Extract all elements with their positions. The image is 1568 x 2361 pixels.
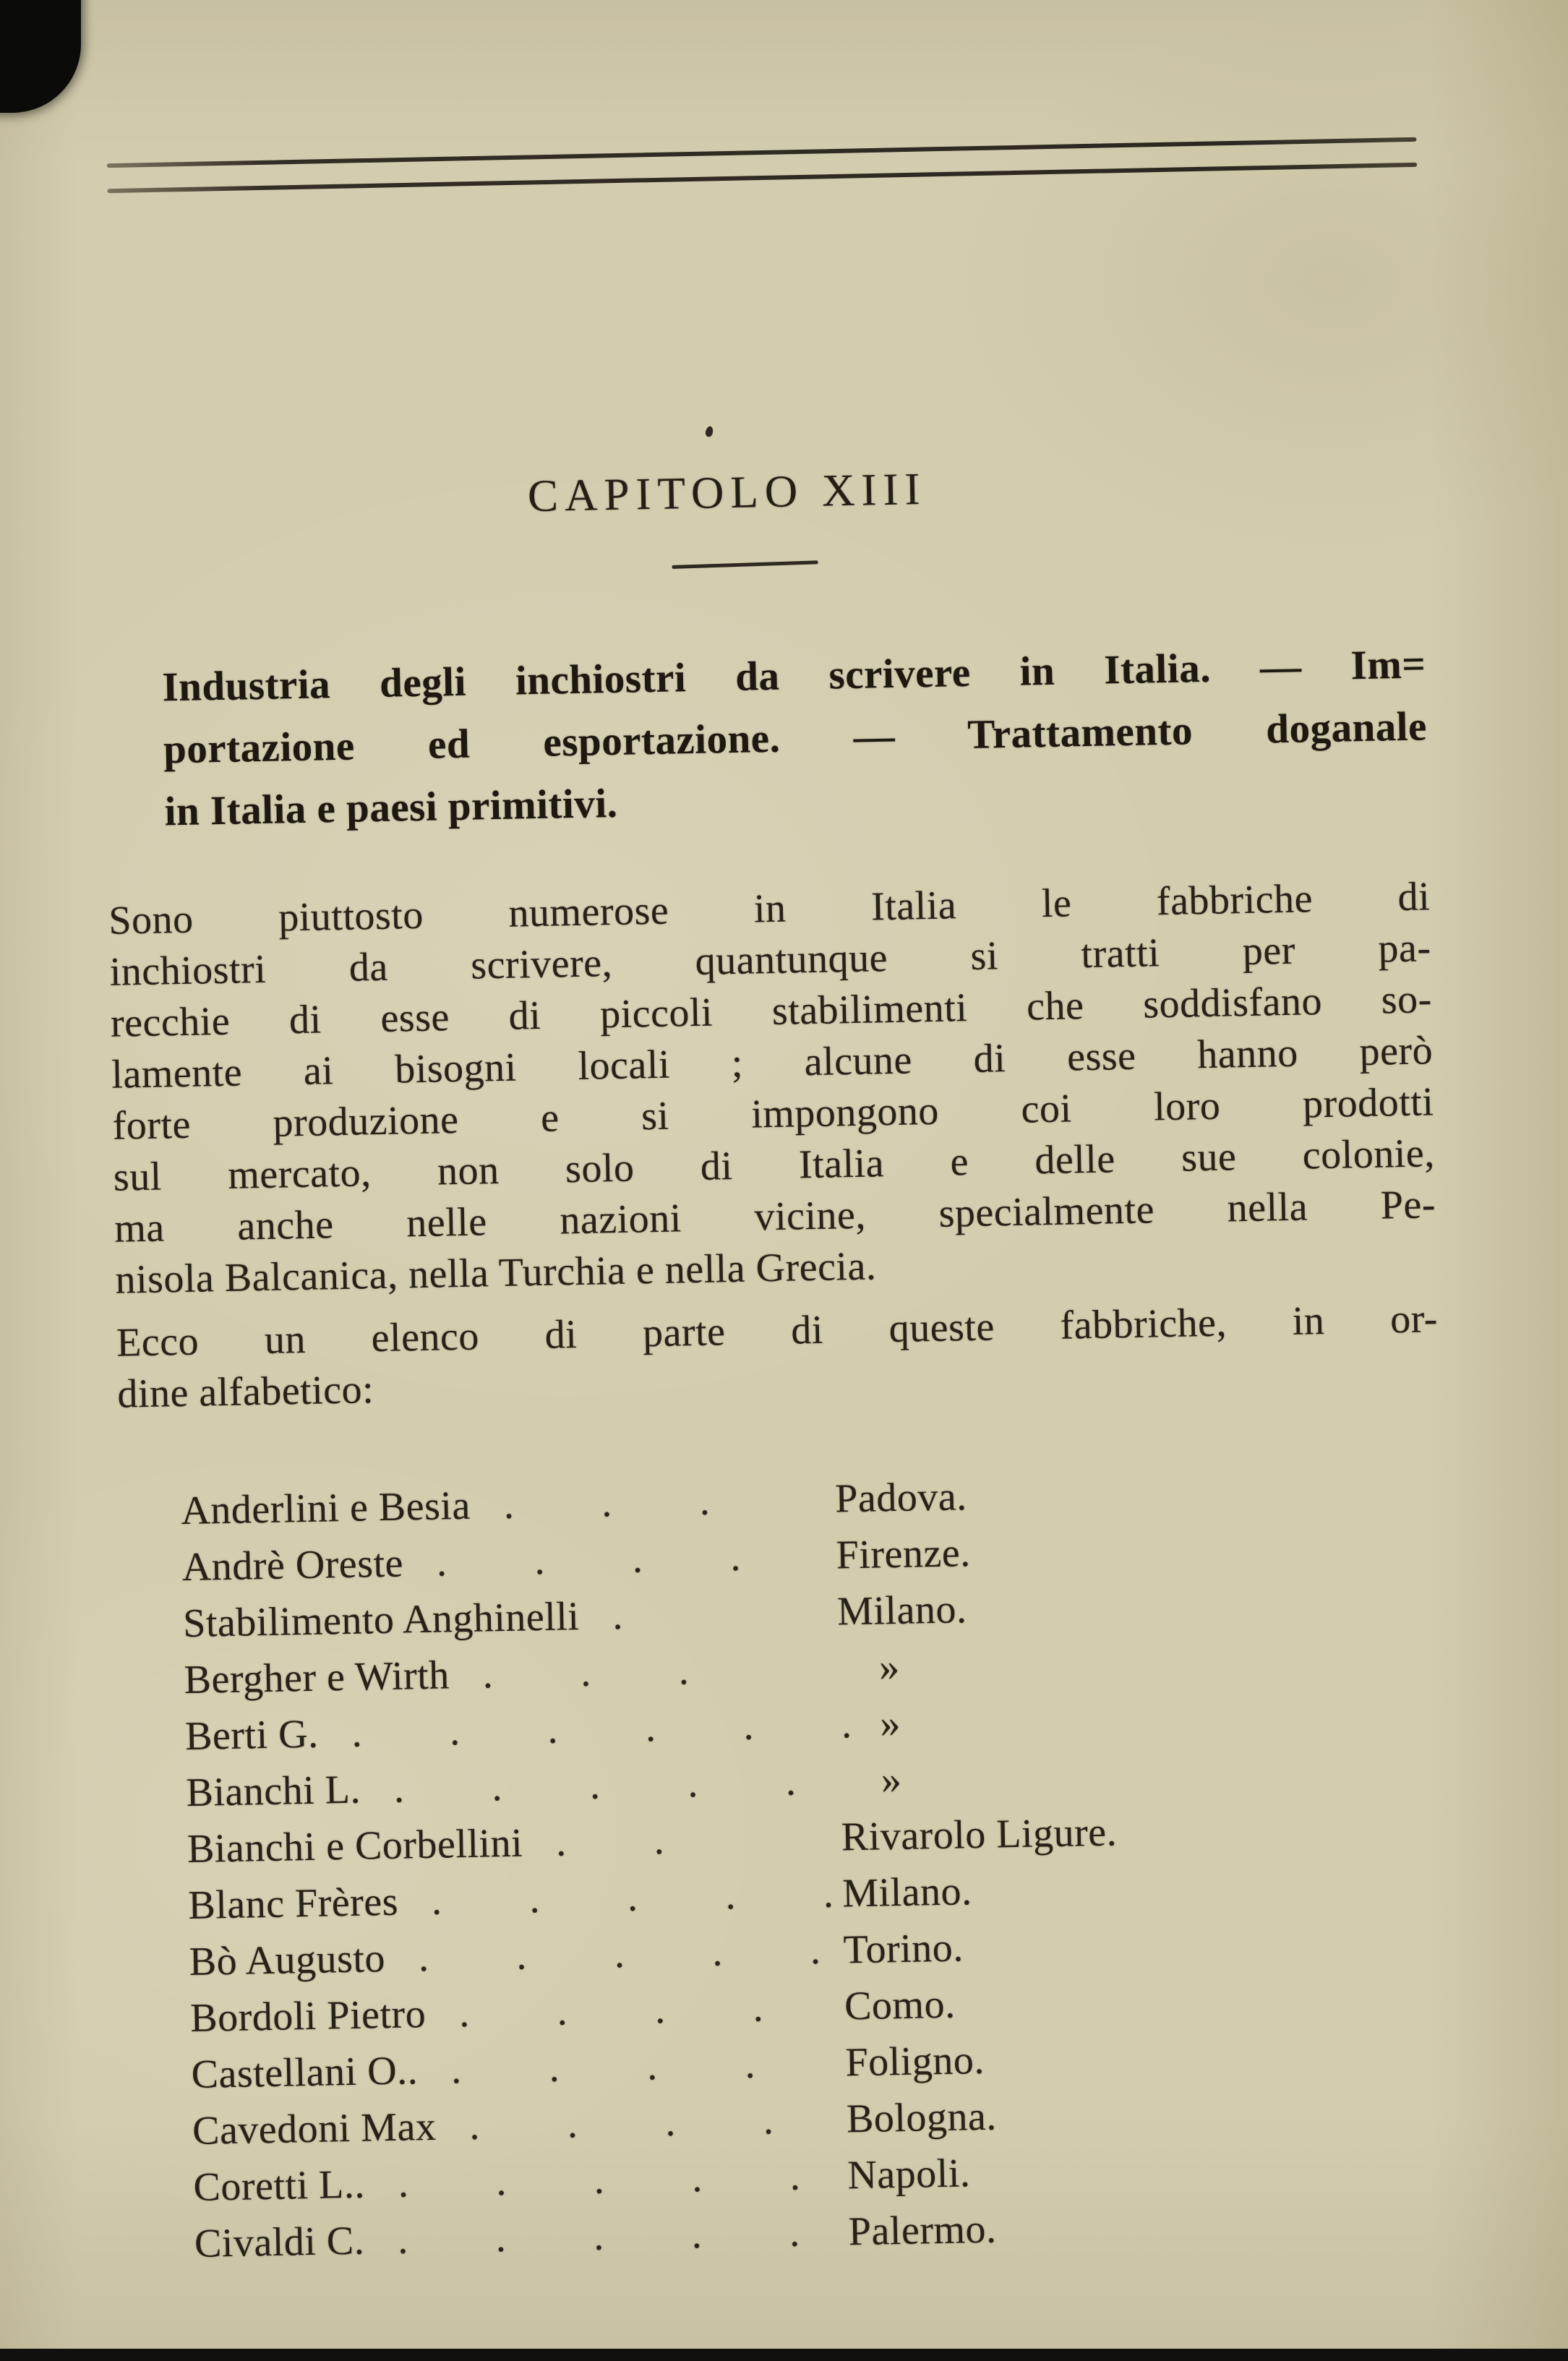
dot-leader: . . . [482, 1648, 690, 1697]
paragraph-line: forte produzione e si impongono coi loro prodotti [112, 1079, 1434, 1149]
paragraph-line: inchiostri da scrivere, quantunque si tratti per pa- [109, 925, 1432, 995]
factory-city: » [839, 1757, 902, 1804]
factory-name: Castellani O.. [191, 2048, 419, 2098]
factory-name: Anderlini e Besia [180, 1483, 471, 1534]
factory-name: Stabilimento Anghinelli [182, 1594, 580, 1647]
paragraph-line: Sono piuttosto numerose in Italia le fabbriche di [108, 874, 1431, 943]
chapter-heading-rule [672, 560, 818, 569]
ink-speck [705, 426, 714, 438]
chapter-subtitle [104, 633, 1428, 844]
dot-leader: . . . . [458, 1985, 764, 2036]
factory-city: Bologna. [846, 2094, 998, 2142]
paragraph-1 [108, 871, 1437, 1306]
factory-city: Firenze. [836, 1530, 972, 1578]
dot-leader: . . . . [436, 1534, 742, 1585]
paragraph-line: nisola Balcanica, nella Turchia e nella Grecia. [114, 1243, 877, 1303]
factory-city: Como. [844, 1981, 956, 2029]
factory-city: Milano. [841, 1869, 973, 1916]
factory-name: Bergher e Wirth [184, 1653, 450, 1703]
paragraph-2 [116, 1293, 1439, 1420]
factory-city: Padova. [834, 1474, 968, 1522]
dot-leader: . . . . . . [351, 1702, 852, 1756]
dot-leader: . . . . [450, 2041, 756, 2093]
paragraph-line: Ecco un elenco di parte di queste fabbriche, in or- [116, 1296, 1439, 1366]
subtitle-line: Industria degli inchiostri da scrivere in Italia. — Im= [161, 641, 1426, 711]
factory-city: » [837, 1644, 901, 1691]
page-corner-shadow [0, 0, 81, 113]
paragraph-line: sul mercato, non solo di Italia e delle sue colonie, [113, 1131, 1436, 1200]
chapter-heading: CAPITOLO XIII [527, 463, 927, 522]
dot-leader: . . . . . [418, 1928, 821, 1981]
dot-leader: . . . . [468, 2098, 774, 2148]
dot-leader: . . . [503, 1478, 711, 1527]
factory-city: » [839, 1700, 901, 1747]
factory-city: Rivarolo Ligure. [841, 1809, 1118, 1860]
factory-name: Bordoli Pietro [189, 1992, 427, 2041]
subtitle-line: in Italia e paesi primitivi. [164, 780, 618, 835]
subtitle-line: portazione ed esportazione. — Trattamento doganale [163, 703, 1428, 773]
factory-name: Bianchi L. [185, 1767, 361, 1816]
factory-city: Foligno. [844, 2037, 985, 2086]
factory-name: Coretti L.. [193, 2161, 366, 2210]
dot-leader: . . [555, 1817, 665, 1865]
factory-name: Civaldi C. [194, 2218, 365, 2266]
factory-name: Andrè Oreste [181, 1541, 404, 1590]
factory-city: Napoli. [847, 2151, 971, 2198]
factory-city: Torino. [843, 1925, 964, 1973]
dot-leader: . . . . . [397, 2210, 801, 2263]
factory-name: Blanc Frères [187, 1879, 399, 1929]
paragraph-line: recchie di esse di piccoli stabilimenti che soddisfano so- [110, 977, 1433, 1046]
factory-city: Milano. [836, 1587, 967, 1634]
paragraph-line: lamente ai bisogni locali ; alcune di esse hanno però [111, 1028, 1434, 1097]
dot-leader: . . . . . [393, 1759, 797, 1812]
factory-list [119, 1460, 1455, 2273]
factory-name: Bianchi e Corbellini [187, 1820, 523, 1872]
factory-name: Bò Augusto [189, 1936, 386, 1985]
dot-leader: . [612, 1593, 624, 1639]
factory-city: Palermo. [848, 2206, 998, 2255]
paragraph-line: dine alfabetico: [116, 1367, 374, 1417]
page-content [92, 0, 1456, 2361]
dot-leader: . . . . . [398, 2154, 801, 2206]
factory-name: Berti G. [184, 1711, 320, 1760]
paragraph-line: ma anche nelle nazioni vicine, specialmente nella Pe- [113, 1182, 1436, 1251]
dot-leader: . . . . . [431, 1871, 834, 1924]
factory-name: Cavedoni Max [192, 2104, 437, 2154]
